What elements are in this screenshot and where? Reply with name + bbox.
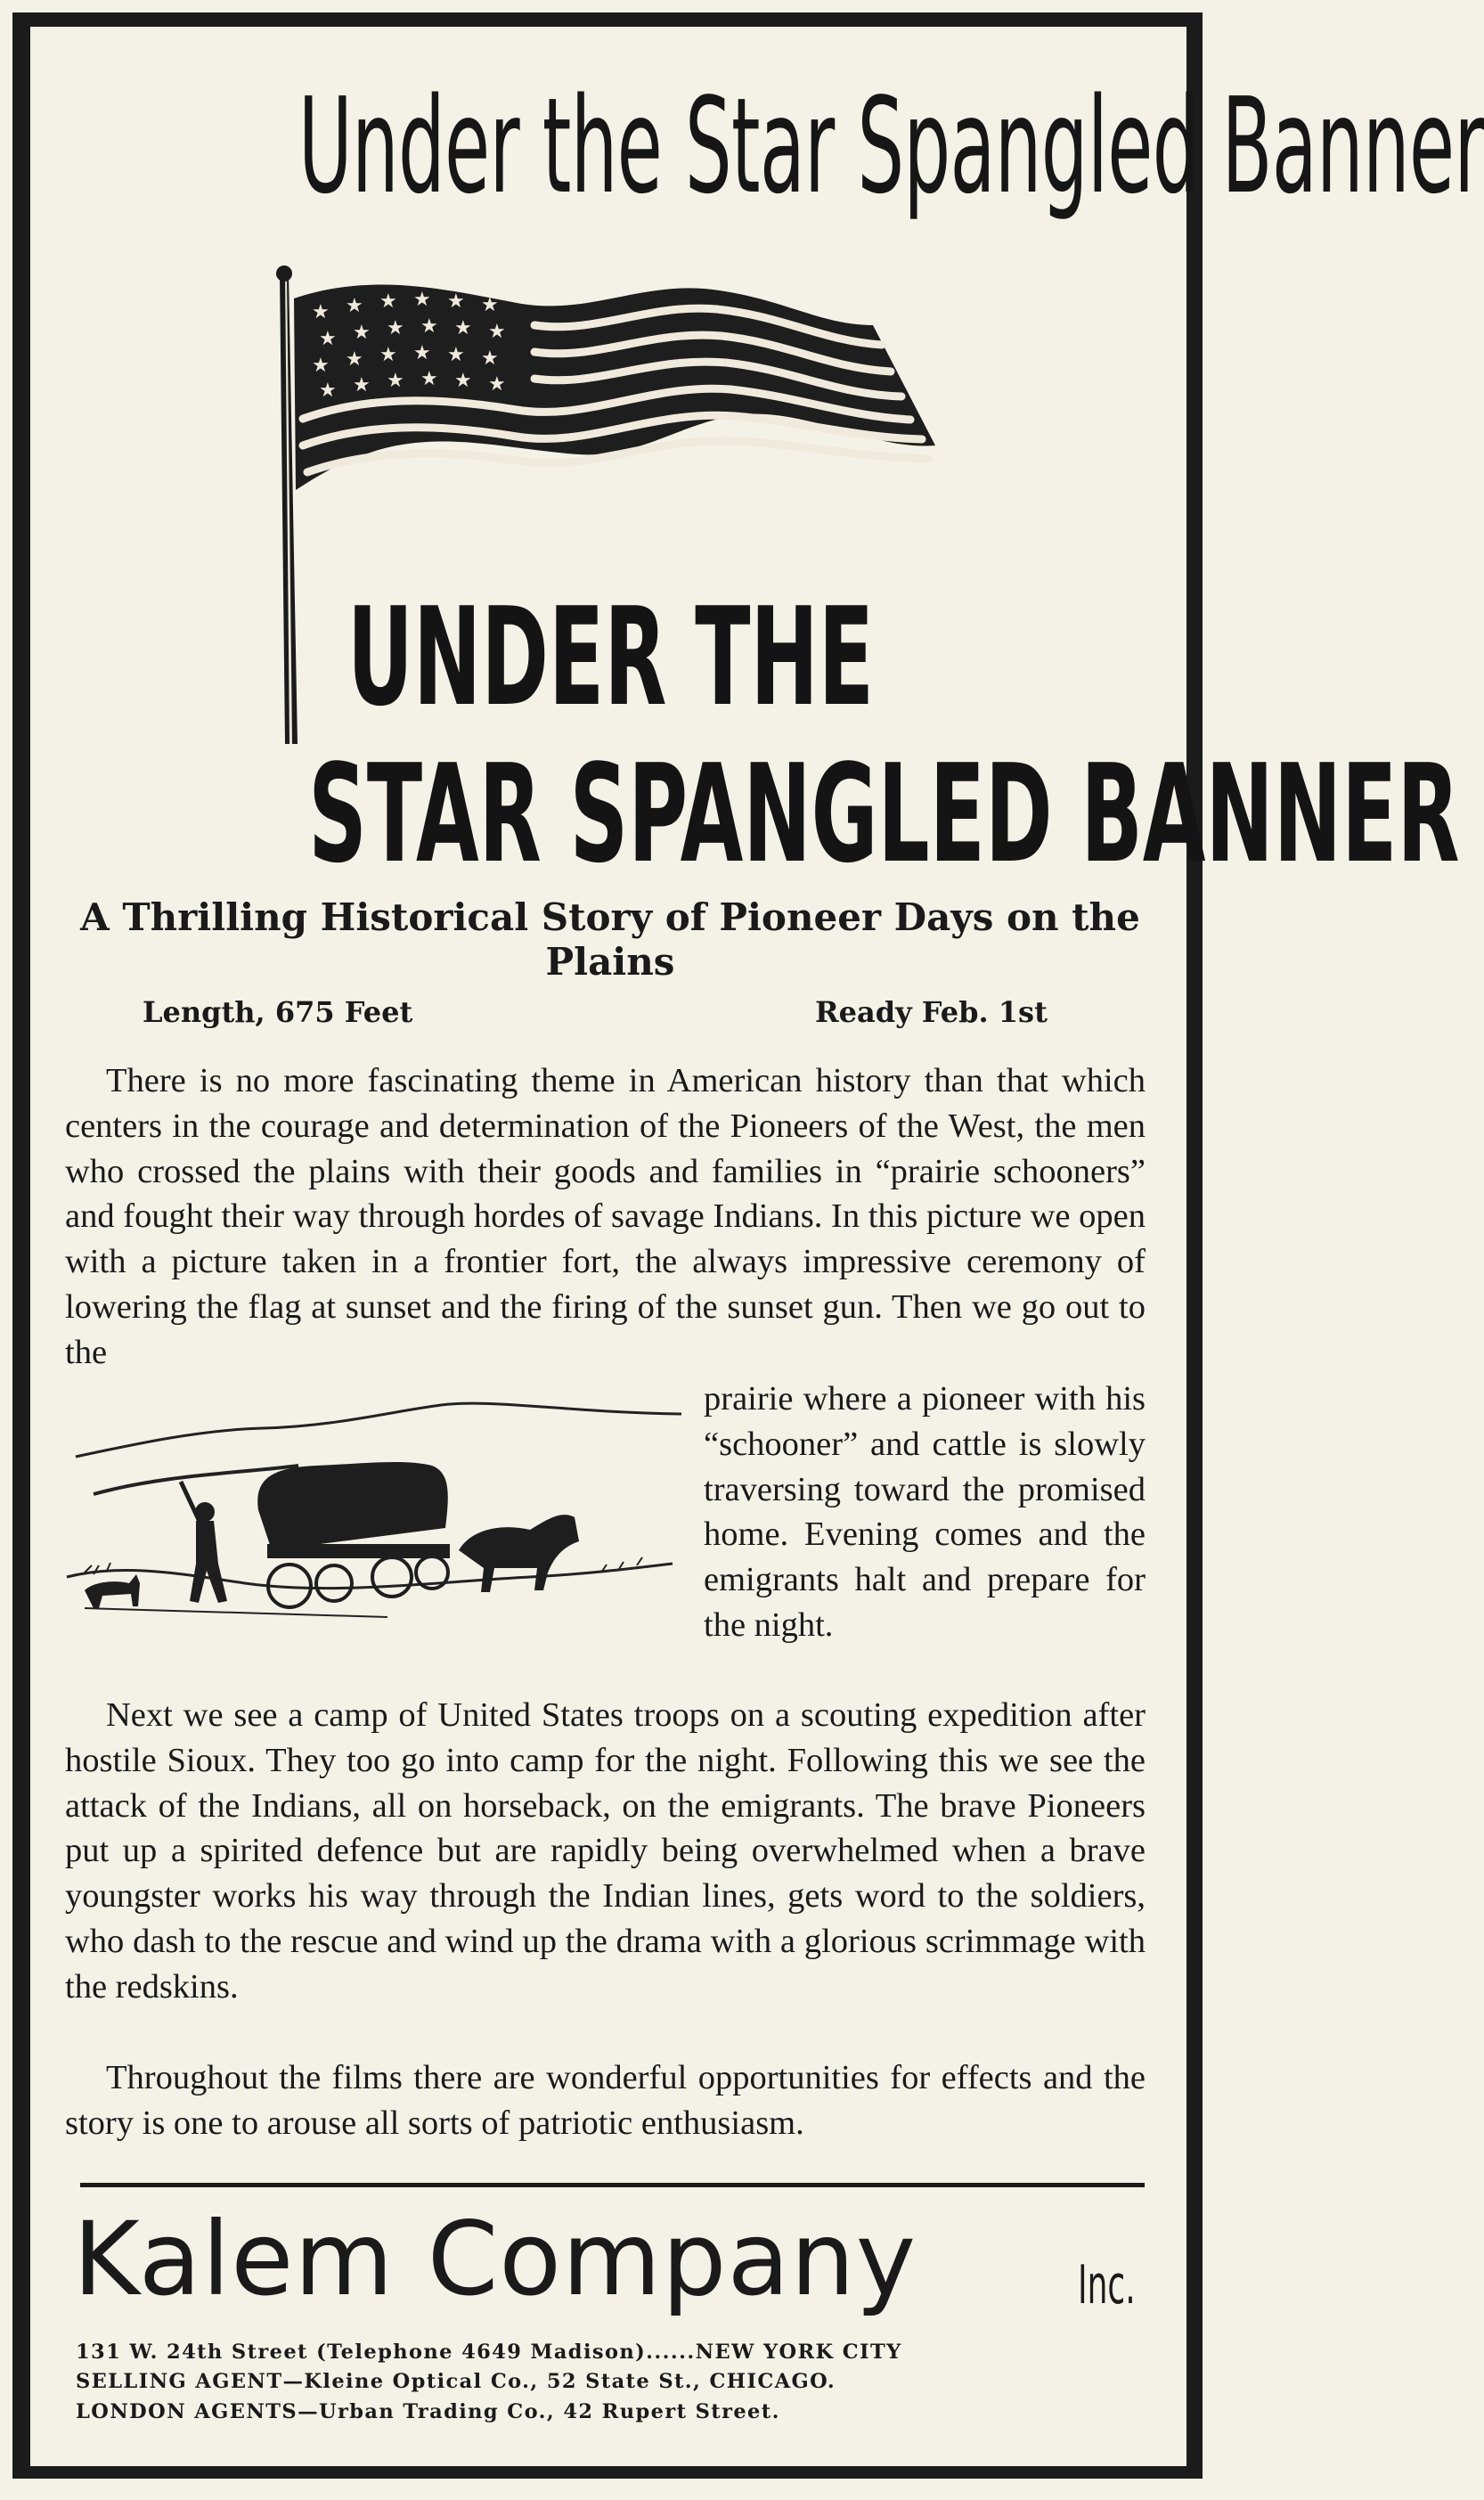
svg-text:★: ★ [413,289,431,311]
svg-text:★: ★ [481,347,499,370]
svg-text:★: ★ [420,368,438,390]
film-length: Length, 675 Feet [143,995,413,1029]
svg-text:★: ★ [420,315,438,338]
svg-text:★: ★ [454,317,472,339]
paragraph-attack: Next we see a camp of United States troops on a scouting expedition after hostile Sioux. They too go into camp for the night. Following this we see the attack of the Indians, all on horseback, on the emigrants. The brave Pioneers put up a spirited defence but are rapidly being overwhelmed when a brave youngster works his way through the Indian lines, gets word to the soldiers, who dash to the rescue and wind up the drama with a glorious scrimmage with the redskins. [65,1696,1146,2006]
subtitle: A Thrilling Historical Story of Pioneer Days on the Plains [80,895,1140,984]
headline: Under the Star Spangled Banner [298,69,1484,223]
svg-text:★: ★ [319,328,337,350]
svg-text:★: ★ [447,344,465,366]
svg-text:★: ★ [346,348,363,371]
company-name: Kalem Company [73,2200,917,2318]
paragraph-prairie: prairie where a pioneer with his “schooner” and cattle is slowly traversing toward the promised home. Evening comes and the emigrants halt and prepare for the night. [704,1380,1146,1644]
paragraph-intro: There is no more fascinating theme in American history than that which centers in the courage and determination of the Pioneers of the West, the men who crossed the plains with their goods and families in “prairie schooners” and fought their way through hordes of savage Indians. In this picture we open with a picture taken in a frontier fort, the always impressive ceremony of lowering the flag at sunset and the firing of the sunset gun. Then we go out to the [65,1062,1146,1371]
svg-text:★: ★ [447,290,465,313]
address-line-1: 131 W. 24th Street (Telephone 4649 Madison)......NEW YORK CITY [76,2341,902,2364]
address-line-2: SELLING AGENT—Kleine Optical Co., 52 State St., CHICAGO. [76,2370,836,2393]
title-line-2: STAR SPANGLED BANNER [308,735,1460,893]
svg-text:★: ★ [488,373,506,396]
svg-text:★: ★ [413,342,431,364]
svg-text:★: ★ [454,370,472,392]
title-line-1: UNDER THE [347,578,875,736]
svg-text:★: ★ [387,317,404,339]
svg-text:★: ★ [379,344,397,366]
svg-text:★: ★ [379,290,397,313]
address-line-3: LONDON AGENTS—Urban Trading Co., 42 Rupert Street. [76,2400,780,2423]
svg-text:★: ★ [312,301,330,323]
svg-text:★: ★ [488,321,506,343]
svg-text:★: ★ [353,374,371,396]
divider-rule [80,2183,1145,2187]
svg-text:★: ★ [319,380,337,402]
paragraph-closing: Throughout the films there are wonderful opportunities for effects and the story is one to arouse all sorts of patriotic enthusiasm. [65,2059,1146,2142]
svg-text:★: ★ [346,295,363,317]
wagon-illustration [67,1394,690,1662]
svg-text:★: ★ [312,355,330,377]
company-suffix: Inc. [1078,2254,1136,2316]
svg-text:★: ★ [387,370,404,392]
svg-text:★: ★ [481,294,499,316]
svg-text:★: ★ [353,322,371,344]
release-date: Ready Feb. 1st [815,995,1048,1029]
